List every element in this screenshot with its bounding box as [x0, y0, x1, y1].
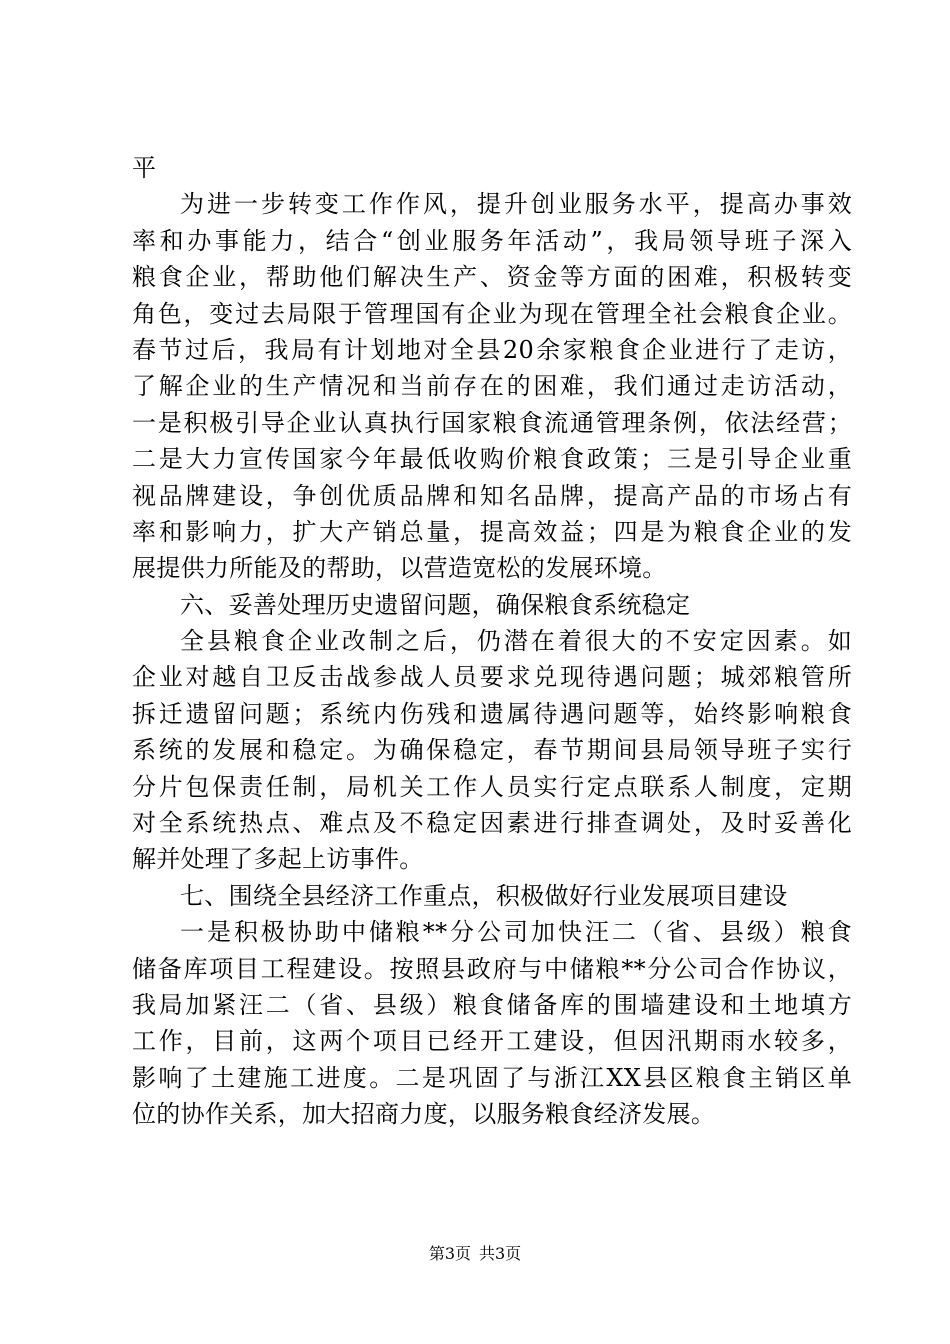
paragraph-line: 为进一步转变工作作风，提升创业服务水平，提高办事效 [180, 190, 852, 219]
paragraph-line: 我局加紧汪二（省、县级）粮食储备库的围墙建设和土地填方 [132, 990, 852, 1019]
paragraph-line: 储备库项目工程建设。按照县政府与中储粮**分公司合作协议， [132, 954, 852, 983]
paragraph-line: 全县粮食企业改制之后，仍潜在着很大的不安定因素。如 [180, 627, 852, 656]
paragraph-line: 分片包保责任制，局机关工作人员实行定点联系人制度，定期 [132, 772, 852, 801]
paragraph-line: 率和影响力，扩大产销总量，提高效益；四是为粮食企业的发 [132, 517, 852, 546]
paragraph-line: 一是积极引导企业认真执行国家粮食流通管理条例，依法经营； [132, 408, 852, 437]
paragraph-line: 春节过后，我局有计划地对全县20余家粮食企业进行了走访， [132, 335, 852, 364]
paragraph-line: 一是积极协助中储粮**分公司加快汪二（省、县级）粮食 [180, 918, 852, 947]
page-number-current: 第3页 [428, 1244, 471, 1263]
paragraph-line: 工作，目前，这两个项目已经开工建设，但因汛期雨水较多， [132, 1027, 852, 1056]
body-text [132, 150, 852, 1133]
page-footer [0, 1244, 950, 1264]
section-heading: 七、围绕全县经济工作重点，积极做好行业发展项目建设 [180, 881, 788, 910]
paragraph-line: 平 [132, 154, 157, 182]
page-number-total: 共3页 [479, 1244, 522, 1263]
section-heading: 六、妥善处理历史遗留问题，确保粮食系统稳定 [180, 590, 691, 619]
paragraph-line: 角色，变过去局限于管理国有企业为现在管理全社会粮食企业。 [132, 299, 852, 328]
paragraph-line: 粮食企业，帮助他们解决生产、资金等方面的困难，积极转变 [132, 263, 852, 292]
paragraph-line: 了解企业的生产情况和当前存在的困难，我们通过走访活动， [132, 372, 852, 401]
paragraph-line: 拆迁遗留问题；系统内伤残和遗属待遇问题等，始终影响粮食 [132, 699, 852, 728]
paragraph-line: 解并处理了多起上访事件。 [132, 845, 424, 874]
paragraph-line: 视品牌建设，争创优质品牌和知名品牌，提高产品的市场占有 [132, 481, 852, 510]
paragraph-line: 二是大力宣传国家今年最低收购价粮食政策；三是引导企业重 [132, 445, 852, 474]
paragraph-line: 影响了土建施工进度。二是巩固了与浙江XX县区粮食主销区单 [132, 1063, 852, 1092]
paragraph-line: 位的协作关系，加大招商力度，以服务粮食经济发展。 [132, 1100, 716, 1129]
paragraph-line: 率和办事能力，结合“创业服务年活动”，我局领导班子深入 [132, 226, 852, 255]
paragraph-line: 系统的发展和稳定。为确保稳定，春节期间县局领导班子实行 [132, 736, 852, 765]
paragraph-line: 企业对越自卫反击战参战人员要求兑现待遇问题；城郊粮管所 [132, 663, 852, 692]
paragraph-line: 对全系统热点、难点及不稳定因素进行排查调处，及时妥善化 [132, 809, 852, 838]
paragraph-line: 展提供力所能及的帮助，以营造宽松的发展环境。 [132, 554, 667, 583]
